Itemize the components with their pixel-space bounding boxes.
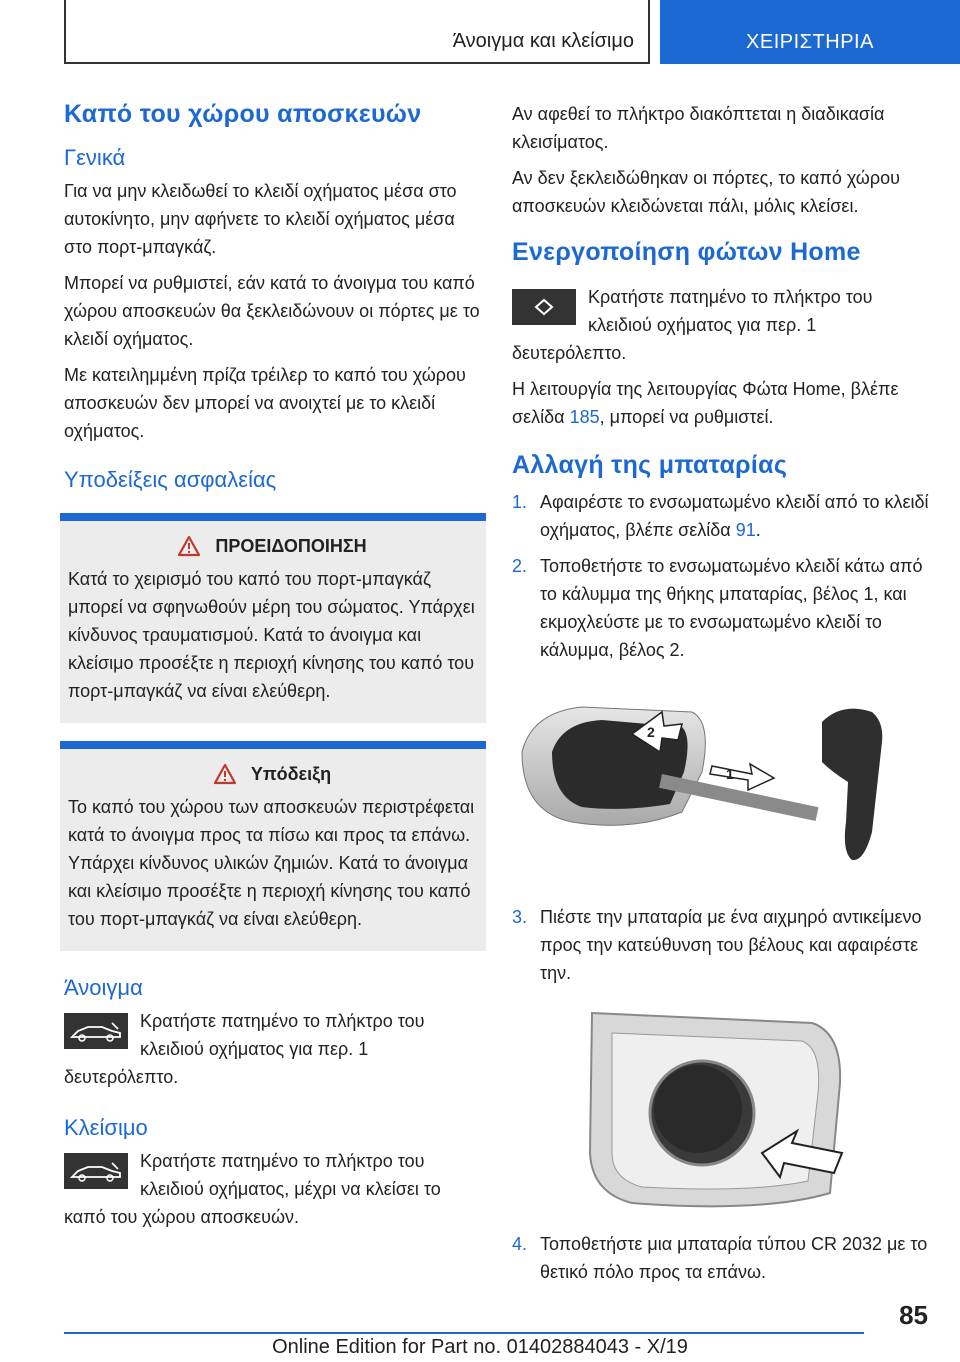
header-box — [64, 0, 650, 64]
warning-icon — [177, 535, 201, 557]
battery-steps — [512, 488, 932, 664]
battery-steps-final — [512, 1230, 932, 1286]
home-lights-reference — [512, 375, 932, 431]
note-bar — [60, 741, 486, 749]
safety-heading: Υποδείξεις ασφαλείας — [64, 467, 277, 492]
step-3 — [512, 903, 932, 987]
arrow-2-label: 2 — [647, 724, 655, 740]
warning-title: ΠΡΟΕΙΔΟΠΟΙΗΣΗ — [215, 535, 367, 556]
home-ref-after: , μπορεί να ρυθμιστεί. — [599, 407, 774, 427]
step-1 — [512, 488, 932, 544]
battery-removal-figure — [512, 1003, 932, 1213]
closing-text: Κρατήστε πατημένο το πλήκτρο του κλειδιού οχήματος, μέχρι να κλείσει το καπό του χώρου αποσκευών. — [64, 1151, 441, 1227]
step-number: 1. — [512, 492, 528, 512]
opening-instruction — [64, 1007, 480, 1091]
warning-text: Κατά το χειρισμό του καπό του πορτ-μπαγκάζ μπορεί να σφηνωθούν μέρη του σώματος. Υπάρχει κίνδυνος τραυματισμού. Κατά το άνοιγμα και κλείσιμο προσέξτε η περιοχή κίνησης του καπό του πορτ-μπαγκάζ να είναι ελεύθερη. — [68, 569, 475, 701]
chapter-tab[interactable]: ΧΕΙΡΙΣΤΗΡΙΑ — [660, 0, 960, 64]
page-link-91[interactable]: 91 — [735, 520, 756, 540]
arrow-1-label: 1 — [726, 766, 734, 782]
battery-steps-continued — [512, 903, 932, 987]
left-column — [64, 100, 480, 1239]
right-column — [512, 100, 932, 1294]
step-text: Τοποθετήστε μια μπαταρία τύπου CR 2032 με το θετικό πόλο προς τα επάνω. — [540, 1234, 928, 1282]
home-lights-button-icon — [512, 289, 576, 325]
section-title: Άνοιγμα και κλείσιμο — [452, 30, 634, 52]
step-4 — [512, 1230, 932, 1286]
step-text: Πιέστε την μπαταρία με ένα αιχμηρό αντικείμενο προς την κατεύθυνση του βέλους και αφαιρέστε την. — [540, 907, 922, 983]
warning-header — [68, 535, 476, 557]
note-text: Το καπό του χώρου των αποσκευών περιστρέφεται κατά το άνοιγμα προς τα πίσω και προς τα επάνω. Υπάρχει κίνδυνος υλικών ζημιών. Κατά το άνοιγμα και κλείσιμο προσέξτε η περιοχή κίνησης του καπό του πορτ-μπαγκάζ να είναι ελεύθερη. — [68, 797, 475, 929]
general-heading: Γενικά — [64, 145, 126, 170]
step-number: 4. — [512, 1234, 528, 1254]
note-box — [60, 749, 486, 951]
battery-heading: Αλλαγή της μπαταρίας — [512, 451, 788, 479]
page-title: Καπό του χώρου αποσκευών — [64, 100, 422, 128]
caution-icon — [213, 763, 237, 785]
step-2 — [512, 552, 932, 664]
step-number: 3. — [512, 907, 528, 927]
page-link-185[interactable]: 185 — [569, 407, 600, 427]
key-cover-removal-figure — [512, 682, 932, 882]
note-title: Υπόδειξη — [250, 763, 332, 784]
warning-bar — [60, 513, 486, 521]
warning-box — [60, 521, 486, 723]
closing-heading: Κλείσιμο — [64, 1115, 148, 1140]
opening-text: Κρατήστε πατημένο το πλήκτρο του κλειδιού οχήματος για περ. 1 δευτερόλεπτο. — [64, 1011, 425, 1087]
home-lights-text: Κρατήστε πατημένο το πλήκτρο του κλειδιού οχήματος για περ. 1 δευτερόλεπτο. — [512, 287, 873, 363]
step-text-end: . — [755, 520, 761, 540]
trunk-key-button-icon — [64, 1013, 128, 1049]
edition-footer: Online Edition for Part no. 01402884043 - X/19 — [272, 1336, 688, 1358]
home-ref-before: Η λειτουργία της λειτουργίας Φώτα Home, βλέπε σελίδα — [512, 379, 899, 427]
closing-instruction — [64, 1147, 480, 1231]
note-header — [68, 763, 476, 785]
step-text: Αφαιρέστε το ενσωματωμένο κλειδί από το κλειδί οχήματος, βλέπε σελίδα — [540, 492, 929, 540]
trunk-key-button-icon — [64, 1153, 128, 1189]
footer-divider — [64, 1332, 864, 1334]
opening-heading: Άνοιγμα — [64, 975, 143, 1000]
general-paragraph-1: Για να μην κλειδωθεί το κλειδί οχήματος μέσα στο αυτοκίνητο, μην αφήνετε το κλειδί οχήματος μέσα στο πορτ-μπαγκάζ. — [64, 181, 457, 257]
general-paragraph-3: Με κατειλημμένη πρίζα τρέιλερ το καπό του χώρου αποσκευών δεν μπορεί να ανοιχτεί με το κλειδί οχήματος. — [64, 365, 466, 441]
step-number: 2. — [512, 556, 528, 576]
page-number: 85 — [899, 1300, 928, 1330]
home-lights-heading: Ενεργοποίηση φώτων Home — [512, 238, 861, 266]
step-text: Τοποθετήστε το ενσωματωμένο κλειδί κάτω από το κάλυμμα της θήκης μπαταρίας, βέλος 1, και εκμοχλεύστε με το ενσωματωμένο κλειδί το κάλυμμα, βέλος 2. — [540, 556, 923, 660]
right-paragraph-2: Αν δεν ξεκλειδώθηκαν οι πόρτες, το καπό χώρου αποσκευών κλειδώνεται πάλι, μόλις κλείσει. — [512, 168, 900, 216]
general-paragraph-2: Μπορεί να ρυθμιστεί, εάν κατά το άνοιγμα του καπό χώρου αποσκευών θα ξεκλειδώνουν οι πόρτες με το κλειδί οχήματος. — [64, 273, 480, 349]
home-lights-instruction — [512, 283, 932, 367]
right-paragraph-1: Αν αφεθεί το πλήκτρο διακόπτεται η διαδικασία κλεισίματος. — [512, 104, 885, 152]
